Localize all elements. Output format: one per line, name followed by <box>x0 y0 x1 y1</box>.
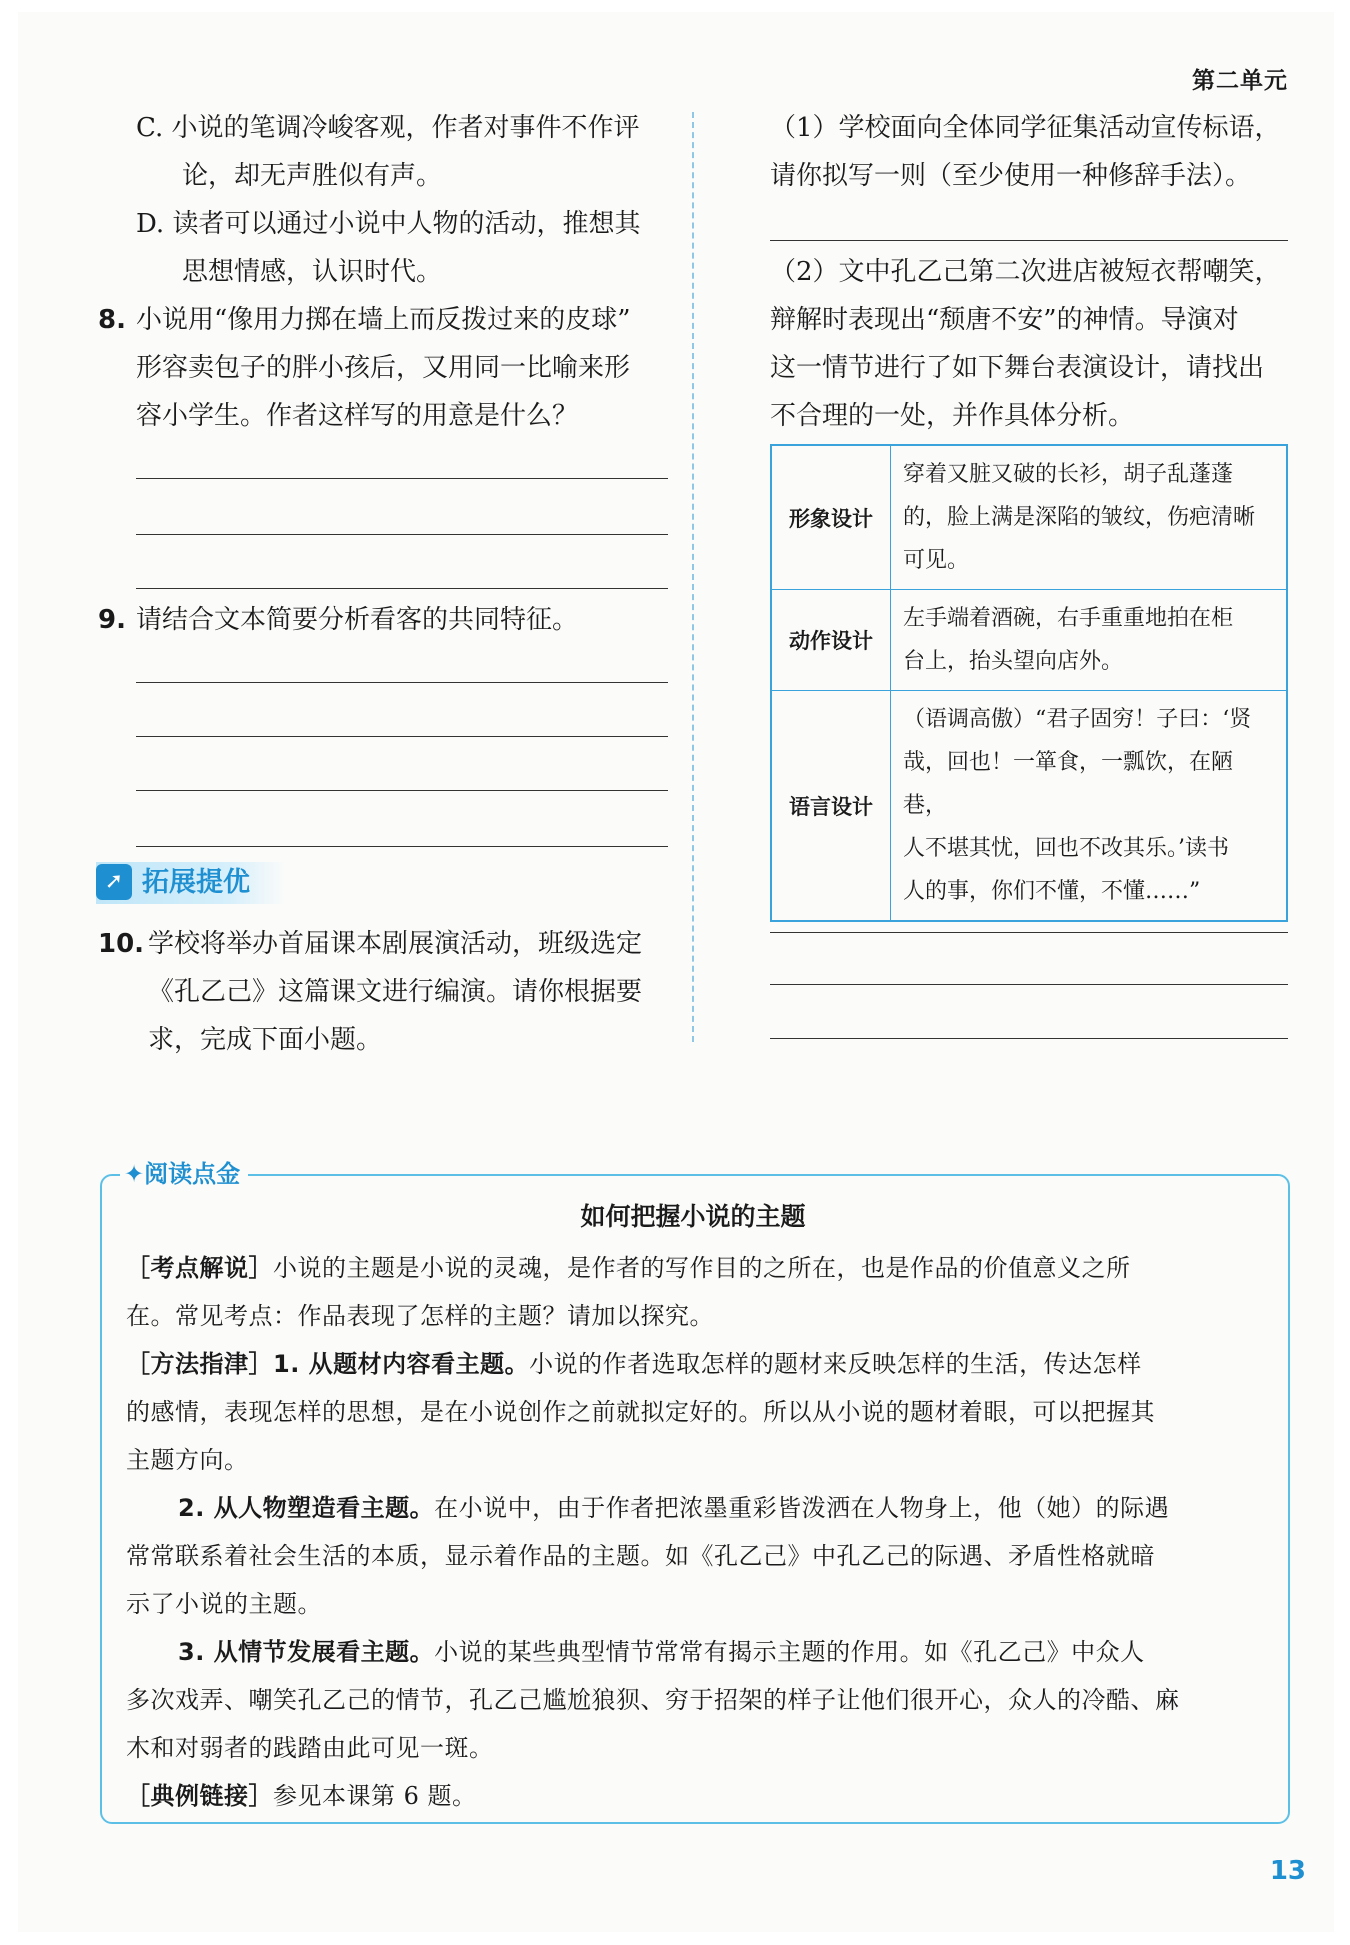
question-8-line3: 容小学生。作者这样写的用意是什么？ <box>136 401 579 431</box>
option-c-line1: C. 小说的笔调冷峻客观，作者对事件不作评 <box>136 113 640 143</box>
column-divider <box>692 112 694 1042</box>
dianli-line <box>126 1772 477 1820</box>
method-2-line1 <box>178 1484 1169 1532</box>
answer-line-10-4[interactable] <box>770 1038 1288 1039</box>
desc-line: （语调高傲）“君子固穷！子曰：‘贤 <box>903 707 1252 732</box>
rocket-icon: ➚ <box>96 864 132 900</box>
method-2-line2: 常常联系着社会生活的本质，显示着作品的主题。如《孔乙己》中孔乙己的际遇、矛盾性格就暗 <box>126 1542 1155 1570</box>
kaodian-text: 小说的主题是小说的灵魂，是作者的写作目的之所在，也是作品的价值意义之所 <box>273 1254 1131 1282</box>
question-9-text: 请结合文本简要分析看客的共同特征。 <box>136 605 579 635</box>
desc-line: 人的事，你们不懂，不懂……” <box>903 879 1201 904</box>
reading-tips-tag <box>120 1156 248 1192</box>
dianli-text: 参见本课第 6 题。 <box>273 1782 477 1810</box>
desc-line: 台上，抬头望向店外。 <box>903 649 1124 674</box>
kaodian-label: ［考点解说］ <box>126 1254 273 1282</box>
question-10-number: 10. <box>98 929 145 959</box>
table-row <box>771 445 1287 590</box>
question-8-line1: 小说用“像用力掷在墙上而反拨过来的皮球” <box>136 305 631 335</box>
page-number: 13 <box>1269 1856 1306 1886</box>
question-9-number: 9. <box>98 605 126 635</box>
subquestion-2-line2: 辩解时表现出“颓唐不安”的神情。导演对 <box>770 305 1239 335</box>
method-3-head: 3. 从情节发展看主题。 <box>178 1638 435 1666</box>
section-badge <box>96 862 286 904</box>
row-label: 语言设计 <box>771 691 891 922</box>
desc-line: 左手端着酒碗，右手重重地拍在柜 <box>903 606 1234 631</box>
table-row <box>771 590 1287 691</box>
subquestion-1-line1: （1）学校面向全体同学征集活动宣传标语， <box>770 113 1281 143</box>
subquestion-1-line2: 请你拟写一则（至少使用一种修辞手法）。 <box>770 161 1252 191</box>
answer-line-10-3[interactable] <box>770 984 1288 985</box>
question-8-number: 8. <box>98 305 126 335</box>
desc-line: 穿着又脏又破的长衫，胡子乱蓬蓬 <box>903 462 1234 487</box>
method-1-text: 小说的作者选取怎样的题材来反映怎样的生活，传达怎样 <box>529 1350 1142 1378</box>
answer-line-9-3[interactable] <box>136 790 668 791</box>
method-3-line2: 多次戏弄、嘲笑孔乙己的情节，孔乙己尴尬狼狈、穷于招架的样子让他们很开心，众人的冷酷、麻 <box>126 1686 1180 1714</box>
option-c-line2: 论，却无声胜似有声。 <box>182 161 443 191</box>
subquestion-2-line3: 这一情节进行了如下舞台表演设计，请找出 <box>770 353 1265 383</box>
answer-line-8-3[interactable] <box>136 588 668 589</box>
method-2-text: 在小说中，由于作者把浓墨重彩皆泼洒在人物身上，他（她）的际遇 <box>434 1494 1170 1522</box>
subquestion-2-line4: 不合理的一处，并作具体分析。 <box>770 401 1135 431</box>
dianli-label: ［典例链接］ <box>126 1782 273 1810</box>
row-desc <box>891 691 1288 922</box>
unit-header: 第二单元 <box>1192 68 1288 94</box>
method-2-line3: 示了小说的主题。 <box>126 1590 322 1618</box>
option-d-line1: D. 读者可以通过小说中人物的活动，推想其 <box>136 209 641 239</box>
question-8-line2: 形容卖包子的胖小孩后，又用同一比喻来形 <box>136 353 631 383</box>
desc-line: 的，脸上满是深陷的皱纹，伤疤清晰 <box>903 505 1256 530</box>
fangfa-line3: 主题方向。 <box>126 1446 249 1474</box>
kaodian-line1 <box>126 1244 1131 1292</box>
question-10-line3: 求，完成下面小题。 <box>148 1025 383 1055</box>
reading-tips-label: 阅读点金 <box>144 1160 241 1188</box>
row-label: 形象设计 <box>771 445 891 590</box>
answer-line-10-2[interactable] <box>770 932 1288 933</box>
desc-line: 哉，回也！一箪食，一瓢饮，在陋巷， <box>903 750 1234 818</box>
answer-line-9-4[interactable] <box>136 846 668 847</box>
method-2-head: 2. 从人物塑造看主题。 <box>178 1494 435 1522</box>
fangfa-label: ［方法指津］ <box>126 1350 273 1378</box>
answer-line-9-1[interactable] <box>136 682 668 683</box>
answer-line-8-2[interactable] <box>136 534 668 535</box>
method-1-head: 1. 从题材内容看主题。 <box>273 1350 530 1378</box>
answer-line-9-2[interactable] <box>136 736 668 737</box>
answer-line-10-1[interactable] <box>770 240 1288 241</box>
stage-design-table <box>770 444 1288 922</box>
question-10-line2: 《孔乙己》这篇课文进行编演。请你根据要 <box>148 977 643 1007</box>
desc-line: 可见。 <box>903 548 970 573</box>
row-desc <box>891 590 1288 691</box>
desc-line: 人不堪其忧，回也不改其乐。’读书 <box>903 836 1229 861</box>
row-desc <box>891 445 1288 590</box>
fangfa-line2: 的感情，表现怎样的思想，是在小说创作之前就拟定好的。所以从小说的题材着眼，可以把握其 <box>126 1398 1155 1426</box>
method-3-line3: 木和对弱者的践踏由此可见一斑。 <box>126 1734 494 1762</box>
answer-line-8-1[interactable] <box>136 478 668 479</box>
sparkle-icon: ✦ <box>124 1160 145 1188</box>
kaodian-line2: 在。常见考点：作品表现了怎样的主题？请加以探究。 <box>126 1302 714 1330</box>
table-row <box>771 691 1287 922</box>
reading-title: 如何把握小说的主题 <box>580 1202 806 1231</box>
subquestion-2-line1: （2）文中孔乙己第二次进店被短衣帮嘲笑， <box>770 257 1281 287</box>
method-3-text: 小说的某些典型情节常常有揭示主题的作用。如《孔乙己》中众人 <box>434 1638 1145 1666</box>
fangfa-line1 <box>126 1340 1142 1388</box>
section-title: 拓展提优 <box>142 867 250 898</box>
question-10-line1: 学校将举办首届课本剧展演活动，班级选定 <box>148 929 643 959</box>
method-3-line1 <box>178 1628 1145 1676</box>
row-label: 动作设计 <box>771 590 891 691</box>
option-d-line2: 思想情感，认识时代。 <box>182 257 443 287</box>
